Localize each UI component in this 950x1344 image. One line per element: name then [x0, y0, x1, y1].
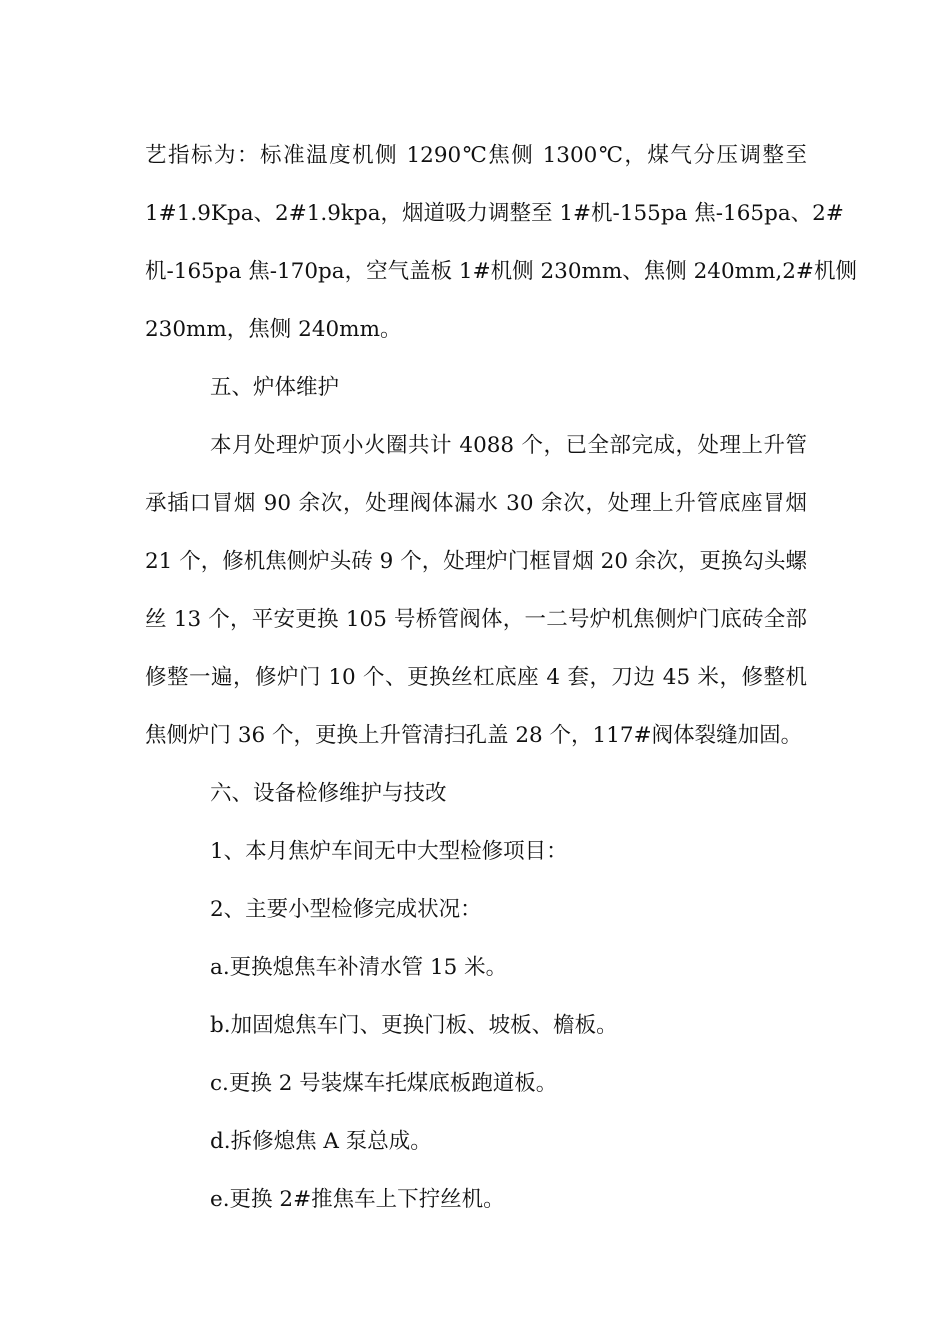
text-line: 1#1.9Kpa、2#1.9kpa，烟道吸力调整至 1#机-155pa 焦-165pa、2#: [145, 201, 844, 226]
section-heading-equipment-maintenance: 六、设备检修维护与技改: [210, 781, 447, 806]
text-line: 焦侧炉门 36 个，更换上升管清扫孔盖 28 个，117#阀体裂缝加固。: [145, 723, 803, 748]
text-line: 修整一遍，修炉门 10 个、更换丝杠底座 4 套，刀边 45 米，修整机: [145, 665, 807, 690]
list-item-major-repair: 1、本月焦炉车间无中大型检修项目：: [210, 839, 568, 864]
section-heading-furnace-maintenance: 五、炉体维护: [210, 375, 340, 400]
text-line: 机-165pa 焦-170pa，空气盖板 1#机侧 230mm、焦侧 240mm,2#机侧: [145, 259, 857, 284]
text-line: 230mm，焦侧 240mm。: [145, 317, 402, 342]
sub-item-list: [145, 939, 807, 1229]
text-line: 承插口冒烟 90 余次，处理阀体漏水 30 余次，处理上升管底座冒烟: [145, 491, 807, 516]
sub-item: a.更换熄焦车补清水管 15 米。: [210, 955, 508, 980]
sub-item: b.加固熄焦车门、更换门板、坡板、檐板。: [210, 1013, 618, 1038]
sub-item: e.更换 2#推焦车上下拧丝机。: [210, 1187, 505, 1212]
text-line: 本月处理炉顶小火圈共计 4088 个，已全部完成，处理上升管: [210, 433, 807, 458]
text-line: 21 个，修机焦侧炉头砖 9 个，处理炉门框冒烟 20 余次，更换勾头螺: [145, 549, 807, 574]
text-line: 丝 13 个，平安更换 105 号桥管阀体，一二号炉机焦侧炉门底砖全部: [145, 607, 807, 632]
document-body: [145, 127, 857, 1229]
sub-item: c.更换 2 号装煤车托煤底板跑道板。: [210, 1071, 558, 1096]
sub-item: d.拆修熄焦 A 泵总成。: [210, 1129, 432, 1154]
text-line: 艺指标为：标准温度机侧 1290℃焦侧 1300℃，煤气分压调整至: [145, 143, 807, 168]
paragraph-furnace-maintenance: [145, 417, 807, 765]
list-item-minor-repair: 2、主要小型检修完成状况：: [210, 897, 482, 922]
paragraph-process-indicators: [145, 127, 857, 359]
